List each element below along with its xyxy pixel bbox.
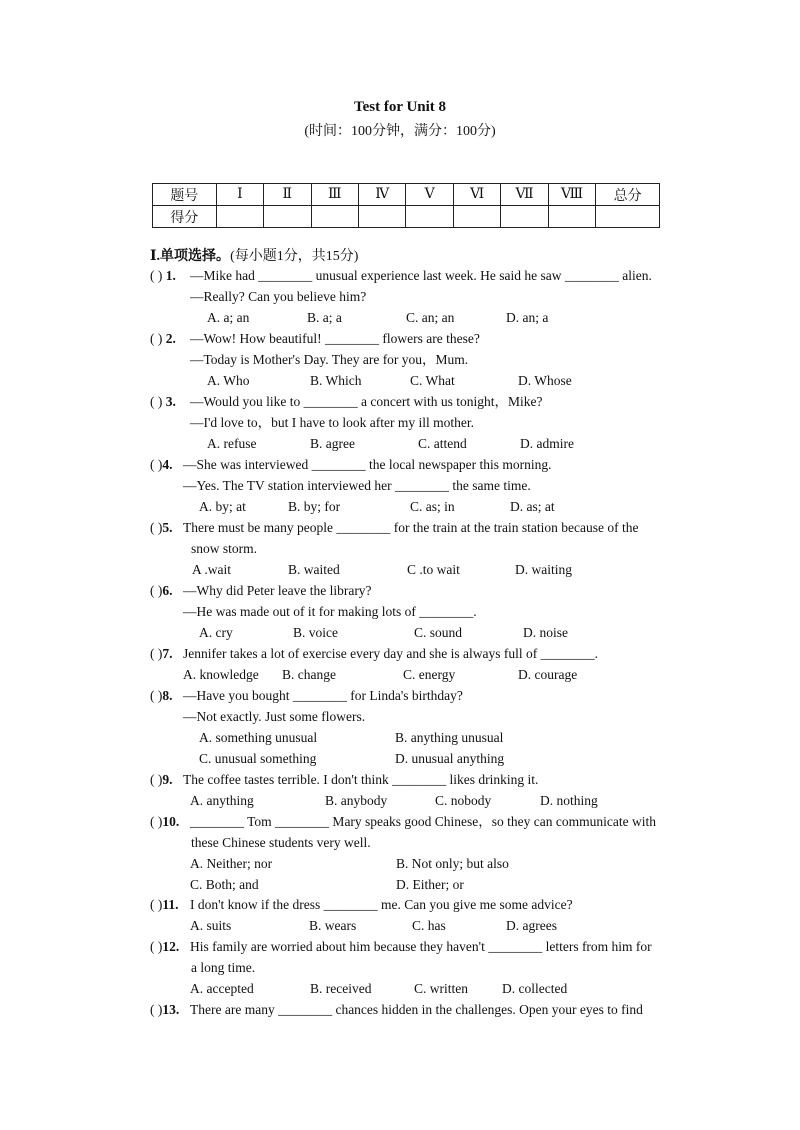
option-c[interactable]: C. sound <box>414 625 463 640</box>
score-table <box>152 183 660 228</box>
answer-paren[interactable]: ( ) <box>150 939 163 954</box>
score-cell: Ⅵ <box>453 184 500 206</box>
question-number <box>150 938 179 956</box>
option-a[interactable]: A. something unusual <box>199 730 318 745</box>
score-input-cell[interactable] <box>406 206 453 228</box>
question-stem-continued: —Not exactly. Just some flowers. <box>183 709 366 724</box>
question-num-label: 5. <box>162 520 173 535</box>
score-input-cell[interactable] <box>453 206 500 228</box>
score-input-cell[interactable] <box>358 206 405 228</box>
option-a[interactable]: A. cry <box>199 625 233 640</box>
option-d[interactable]: D. an; a <box>506 310 549 325</box>
option-c[interactable]: C. What <box>410 373 455 388</box>
score-input-cell[interactable] <box>311 206 358 228</box>
question-stem: —Would you like to ________ a concert with us tonight，Mike? <box>190 394 543 409</box>
question-stem: —Mike had ________ unusual experience last week. He said he saw ________ alien. <box>190 268 652 283</box>
option-a[interactable]: A. by; at <box>199 499 246 514</box>
option-b[interactable]: B. anything unusual <box>395 730 504 745</box>
option-b[interactable]: B. agree <box>310 436 355 451</box>
question-num-label: 6. <box>162 583 173 598</box>
option-a[interactable]: A .wait <box>192 562 231 577</box>
section-note: (每小题1分，共15分) <box>230 249 359 264</box>
option-d[interactable]: D. Either; or <box>396 877 464 892</box>
score-input-cell[interactable] <box>548 206 595 228</box>
option-b[interactable]: B. voice <box>293 625 338 640</box>
answer-paren[interactable]: ( ) <box>150 646 163 661</box>
answer-paren[interactable]: ( ) <box>150 583 163 598</box>
question-stem: I don't know if the dress ________ me. Can you give me some advice? <box>190 897 573 912</box>
question-stem: His family are worried about him because they haven't ________ letters from him for <box>190 939 652 954</box>
answer-paren[interactable]: ( ) <box>150 814 163 829</box>
question-stem-continued: —Really? Can you believe him? <box>190 289 367 304</box>
question-stem: ________ Tom ________ Mary speaks good Chinese，so they can communicate with <box>190 814 656 829</box>
score-cell: 题号 <box>153 184 217 206</box>
question-stem-continued: snow storm. <box>191 541 258 556</box>
question-stem: There are many ________ chances hidden in the challenges. Open your eyes to find <box>190 1002 643 1017</box>
question-num-label: 11. <box>162 897 179 912</box>
question-stem: —Wow! How beautiful! ________ flowers are these? <box>190 331 480 346</box>
option-d[interactable]: D. as; at <box>510 499 555 514</box>
question-number <box>150 771 173 789</box>
answer-paren[interactable]: ( ) <box>150 772 163 787</box>
option-c[interactable]: C. an; an <box>406 310 455 325</box>
option-a[interactable]: A. refuse <box>207 436 257 451</box>
option-b[interactable]: B. Not only; but also <box>396 856 509 871</box>
question-num-label: 2. <box>162 331 176 346</box>
option-c[interactable]: C. attend <box>418 436 467 451</box>
option-c[interactable]: C. unusual something <box>199 751 317 766</box>
option-d[interactable]: D. noise <box>523 625 568 640</box>
answer-paren[interactable]: ( ) <box>150 268 163 283</box>
question-number <box>150 393 176 411</box>
score-cell: Ⅱ <box>264 184 311 206</box>
score-cell: Ⅳ <box>358 184 405 206</box>
option-a[interactable]: A. anything <box>190 793 254 808</box>
answer-paren[interactable]: ( ) <box>150 520 163 535</box>
page-title: Test for Unit 8 <box>353 99 447 115</box>
option-b[interactable]: B. waited <box>288 562 340 577</box>
question-stem-continued: —He was made out of it for making lots of ________. <box>183 604 477 619</box>
question-stem-continued: —I'd love to，but I have to look after my ill mother. <box>190 415 475 430</box>
question-num-label: 12. <box>162 939 180 954</box>
option-b[interactable]: B. change <box>282 667 336 682</box>
question-stem-continued: a long time. <box>191 960 256 975</box>
score-cell: Ⅴ <box>406 184 453 206</box>
question-num-label: 8. <box>162 688 173 703</box>
score-table-header-row <box>153 184 660 206</box>
question-number <box>150 1001 179 1019</box>
score-cell: 总分 <box>596 184 660 206</box>
option-a[interactable]: A. suits <box>190 918 232 933</box>
question-stem-continued: these Chinese students very well. <box>191 835 371 850</box>
answer-paren[interactable]: ( ) <box>150 688 163 703</box>
option-d[interactable]: D. nothing <box>540 793 598 808</box>
score-cell: 得分 <box>153 206 217 228</box>
question-stem: —Have you bought ________ for Linda's birthday? <box>183 688 463 703</box>
question-stem: Jennifer takes a lot of exercise every day and she is always full of ________. <box>183 646 598 661</box>
question-number <box>150 687 173 705</box>
score-input-cell[interactable] <box>501 206 548 228</box>
page-subtitle: (时间：100分钟，满分：100分) <box>304 124 496 139</box>
answer-paren[interactable]: ( ) <box>150 897 163 912</box>
question-num-label: 13. <box>162 1002 180 1017</box>
option-b[interactable]: B. anybody <box>325 793 388 808</box>
option-c[interactable]: C. written <box>414 981 468 996</box>
option-b[interactable]: B. Which <box>310 373 362 388</box>
question-num-label: 7. <box>162 646 173 661</box>
option-c[interactable]: C .to wait <box>407 562 460 577</box>
option-a[interactable]: A. knowledge <box>183 667 259 682</box>
question-number <box>150 582 173 600</box>
question-number <box>150 330 176 348</box>
score-input-cell[interactable] <box>216 206 263 228</box>
option-d[interactable]: D. courage <box>518 667 578 682</box>
question-stem: —She was interviewed ________ the local newspaper this morning. <box>183 457 552 472</box>
question-stem: The coffee tastes terrible. I don't think ________ likes drinking it. <box>183 772 539 787</box>
score-cell: Ⅶ <box>501 184 548 206</box>
answer-paren[interactable]: ( ) <box>150 331 163 346</box>
question-num-label: 4. <box>162 457 173 472</box>
option-b[interactable]: B. a; a <box>307 310 342 325</box>
option-b[interactable]: B. by; for <box>288 499 341 514</box>
option-d[interactable]: D. unusual anything <box>395 751 505 766</box>
question-stem-continued: —Today is Mother's Day. They are for you，Mum. <box>190 352 469 367</box>
option-a[interactable]: A. a; an <box>207 310 250 325</box>
option-d[interactable]: D. waiting <box>515 562 572 577</box>
answer-paren[interactable]: ( ) <box>150 1002 163 1017</box>
score-cell: Ⅲ <box>311 184 358 206</box>
score-cell: Ⅷ <box>548 184 595 206</box>
option-d[interactable]: D. agrees <box>506 918 557 933</box>
option-b[interactable]: B. wears <box>309 918 357 933</box>
question-num-label: 10. <box>162 814 180 829</box>
question-number <box>150 456 173 474</box>
question-num-label: 9. <box>162 772 173 787</box>
option-b[interactable]: B. received <box>310 981 372 996</box>
question-number <box>150 267 176 285</box>
score-table-score-row <box>153 206 660 228</box>
answer-paren[interactable]: ( ) <box>150 457 163 472</box>
option-c[interactable]: C. as; in <box>410 499 455 514</box>
question-number <box>150 519 173 537</box>
question-stem: There must be many people ________ for the train at the train station because of the <box>183 520 639 535</box>
option-c[interactable]: C. nobody <box>435 793 492 808</box>
section-heading <box>150 245 358 265</box>
score-cell: Ⅰ <box>216 184 263 206</box>
question-num-label: 3. <box>162 394 176 409</box>
question-num-label: 1. <box>162 268 176 283</box>
section-label: Ⅰ.单项选择。 <box>150 249 231 264</box>
question-number <box>150 896 179 914</box>
option-d[interactable]: D. admire <box>520 436 574 451</box>
question-stem-continued: —Yes. The TV station interviewed her ________ the same time. <box>183 478 531 493</box>
question-number <box>150 645 173 663</box>
option-c[interactable]: C. energy <box>403 667 456 682</box>
answer-paren[interactable]: ( ) <box>150 394 163 409</box>
option-c[interactable]: C. has <box>412 918 446 933</box>
option-d[interactable]: D. Whose <box>518 373 572 388</box>
question-stem: —Why did Peter leave the library? <box>183 583 372 598</box>
option-a[interactable]: A. Neither; nor <box>190 856 273 871</box>
option-d[interactable]: D. collected <box>502 981 568 996</box>
question-number <box>150 813 179 831</box>
score-input-cell[interactable] <box>596 206 660 228</box>
option-a[interactable]: A. accepted <box>190 981 254 996</box>
option-a[interactable]: A. Who <box>207 373 250 388</box>
score-input-cell[interactable] <box>264 206 311 228</box>
option-c[interactable]: C. Both; and <box>190 877 259 892</box>
